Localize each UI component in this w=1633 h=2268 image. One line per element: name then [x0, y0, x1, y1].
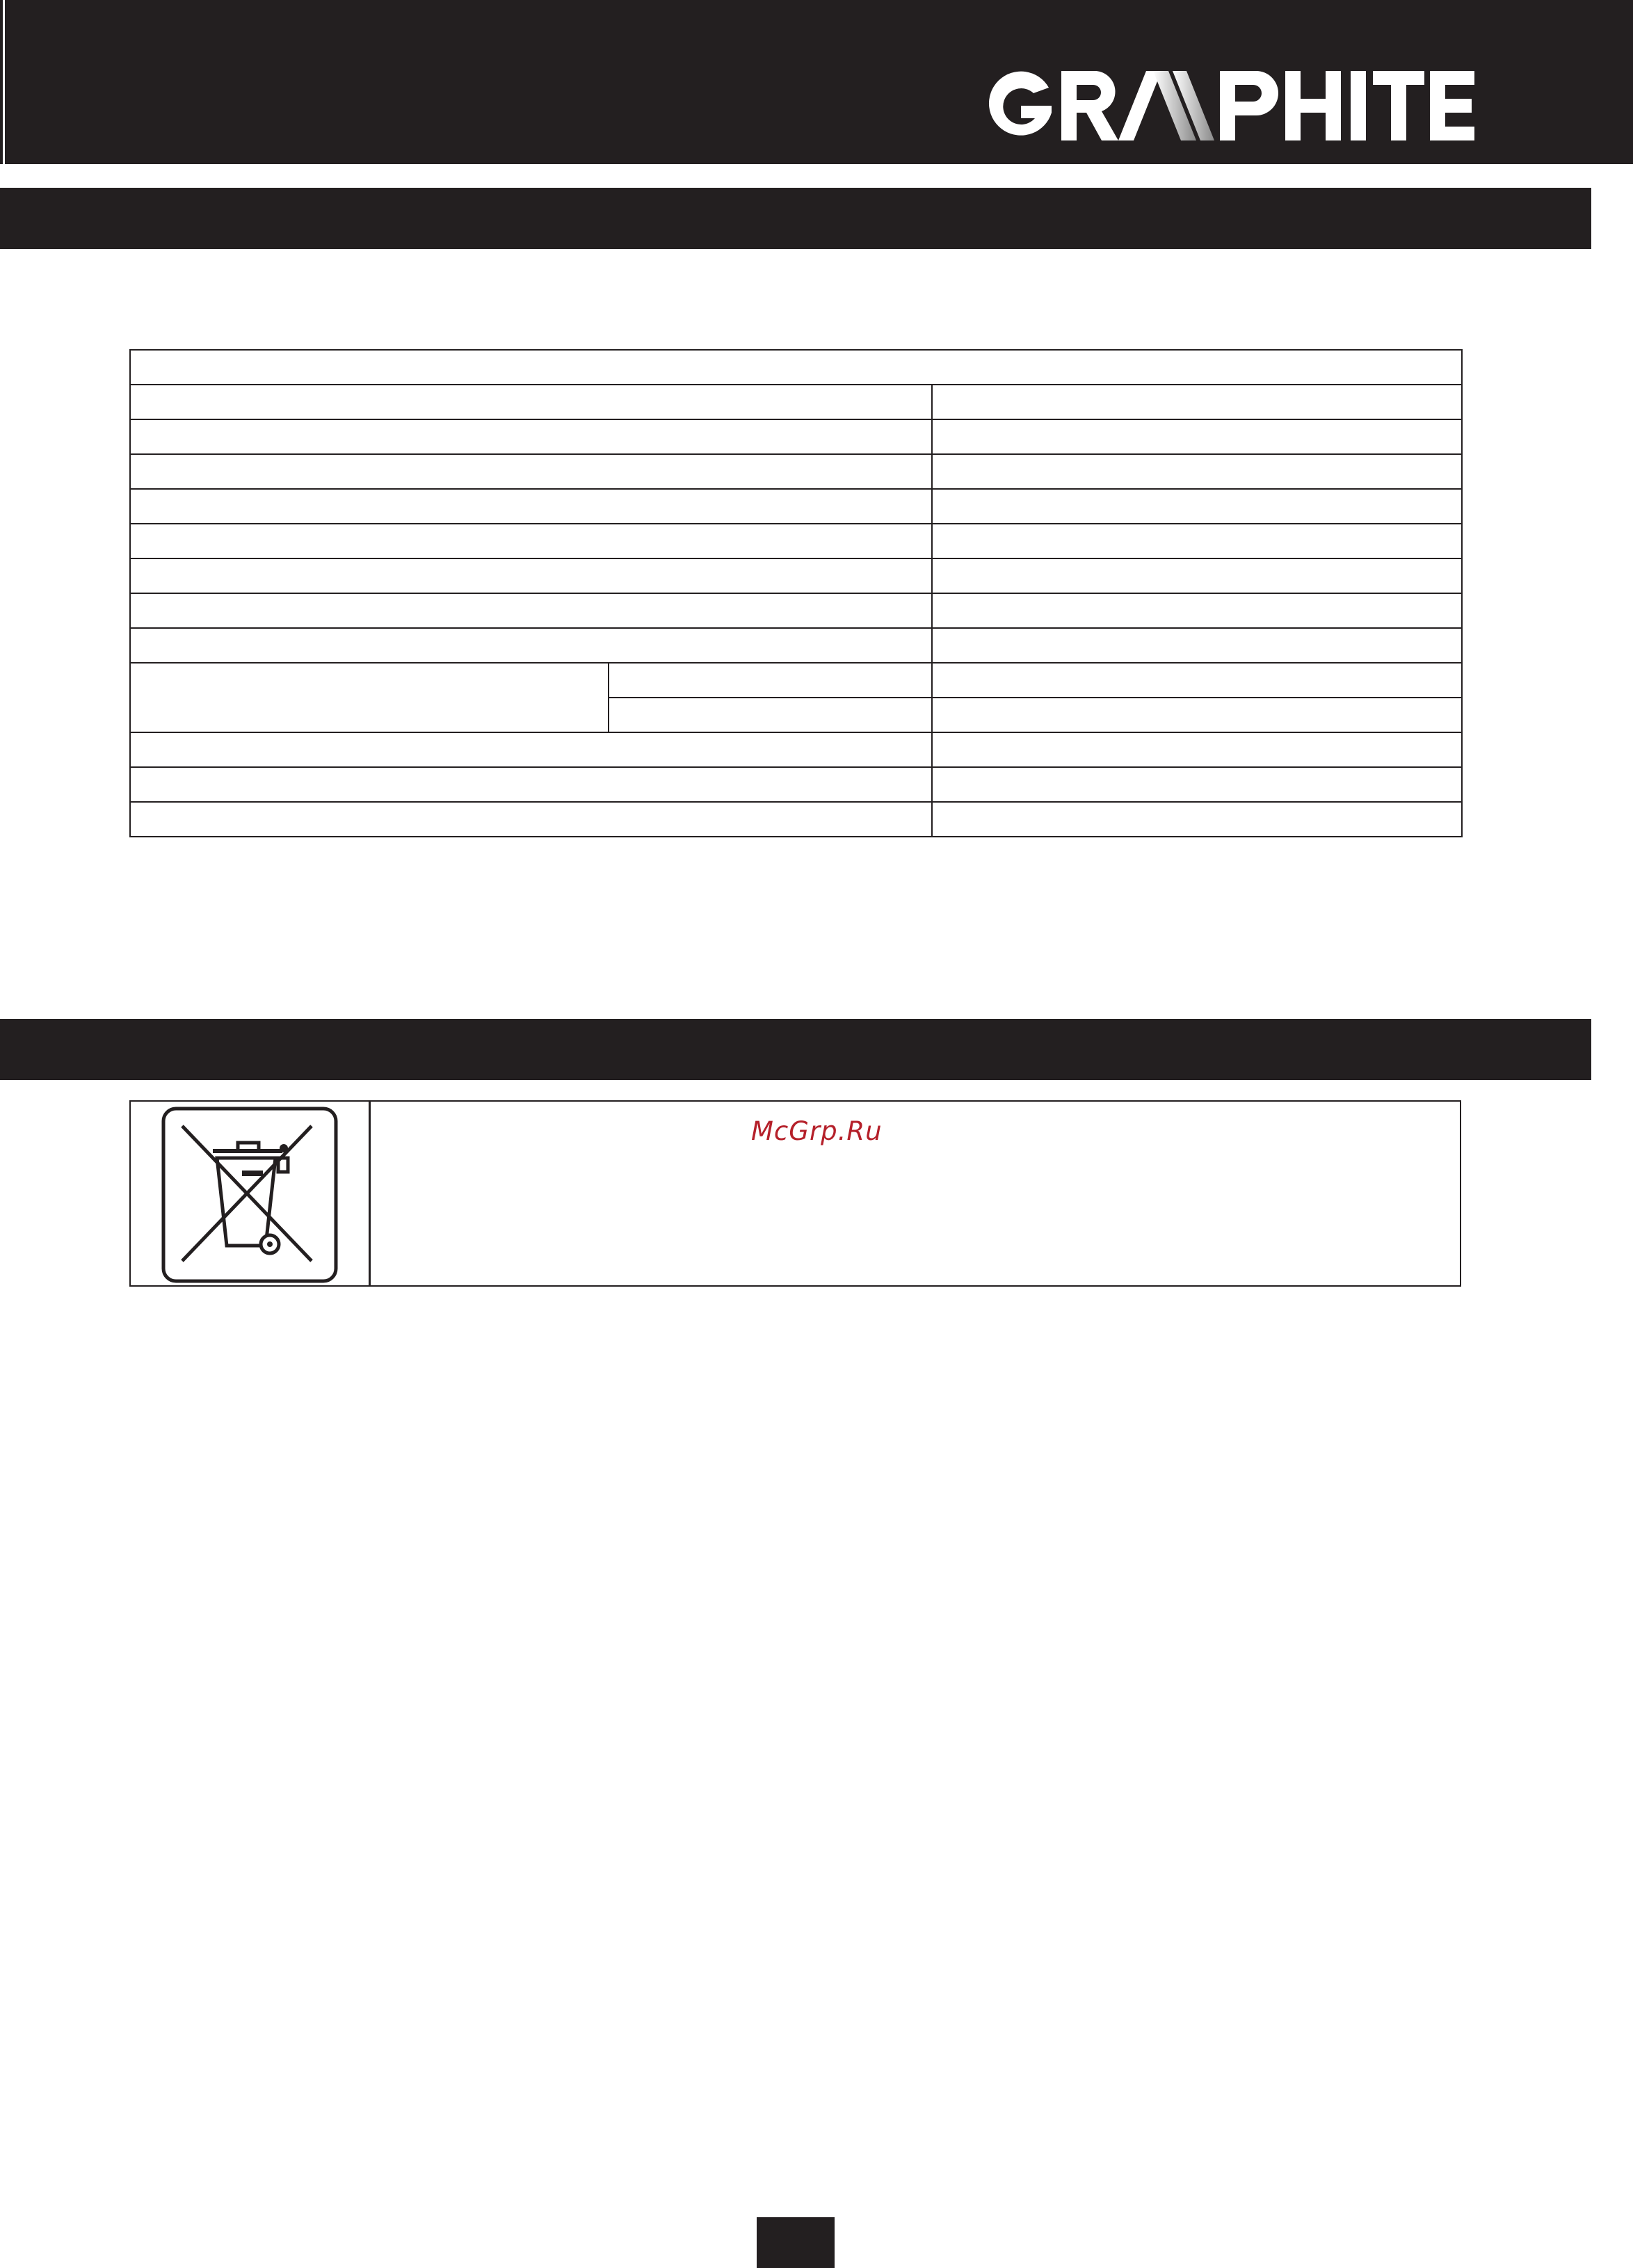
section-header-bar-environment: [0, 1019, 1591, 1080]
table-row: [130, 593, 1462, 628]
value-cell: [932, 732, 1462, 767]
value-cell: [932, 593, 1462, 628]
parameter-cell: [130, 593, 932, 628]
table-row: [130, 524, 1462, 558]
header-edge-line: [3, 0, 5, 164]
disposal-box-divider: [369, 1102, 371, 1285]
page-number-tab: [757, 2217, 835, 2268]
table-row: [130, 558, 1462, 593]
table-row: [130, 802, 1462, 837]
parameter-cell: [130, 558, 932, 593]
table-row: [130, 419, 1462, 454]
parameter-cell: [130, 524, 932, 558]
parameter-cell: [130, 767, 932, 802]
value-cell: [932, 558, 1462, 593]
table-row: [130, 663, 1462, 698]
value-cell: [932, 802, 1462, 837]
table-row: [130, 489, 1462, 524]
section-header-bar-specifications: [0, 188, 1591, 249]
value-cell: [932, 419, 1462, 454]
value-cell: [932, 524, 1462, 558]
parameter-cell: [130, 802, 932, 837]
crossed-out-wheelie-bin-icon: [161, 1107, 338, 1283]
value-cell: [932, 663, 1462, 698]
parameter-cell: [130, 419, 932, 454]
sub-parameter-cell: [609, 698, 932, 732]
parameter-cell: [130, 385, 932, 419]
graphite-logo: [979, 67, 1474, 145]
watermark-text: McGrp.Ru: [751, 1116, 883, 1146]
table-title-cell: [130, 350, 1462, 385]
value-cell: [932, 628, 1462, 663]
parameter-cell: [130, 628, 932, 663]
parameter-cell: [130, 732, 932, 767]
value-cell: [932, 698, 1462, 732]
table-row: [130, 767, 1462, 802]
table-row: [130, 628, 1462, 663]
parameter-cell: [130, 489, 932, 524]
table-row: [130, 385, 1462, 419]
value-cell: [932, 385, 1462, 419]
value-cell: [932, 489, 1462, 524]
parameter-group-cell: [130, 663, 609, 732]
sub-parameter-cell: [609, 663, 932, 698]
table-row: [130, 454, 1462, 489]
value-cell: [932, 454, 1462, 489]
value-cell: [932, 767, 1462, 802]
table-row: [130, 350, 1462, 385]
header-bar: [0, 0, 1633, 164]
table-row: [130, 732, 1462, 767]
specifications-table: [129, 349, 1463, 837]
parameter-cell: [130, 454, 932, 489]
